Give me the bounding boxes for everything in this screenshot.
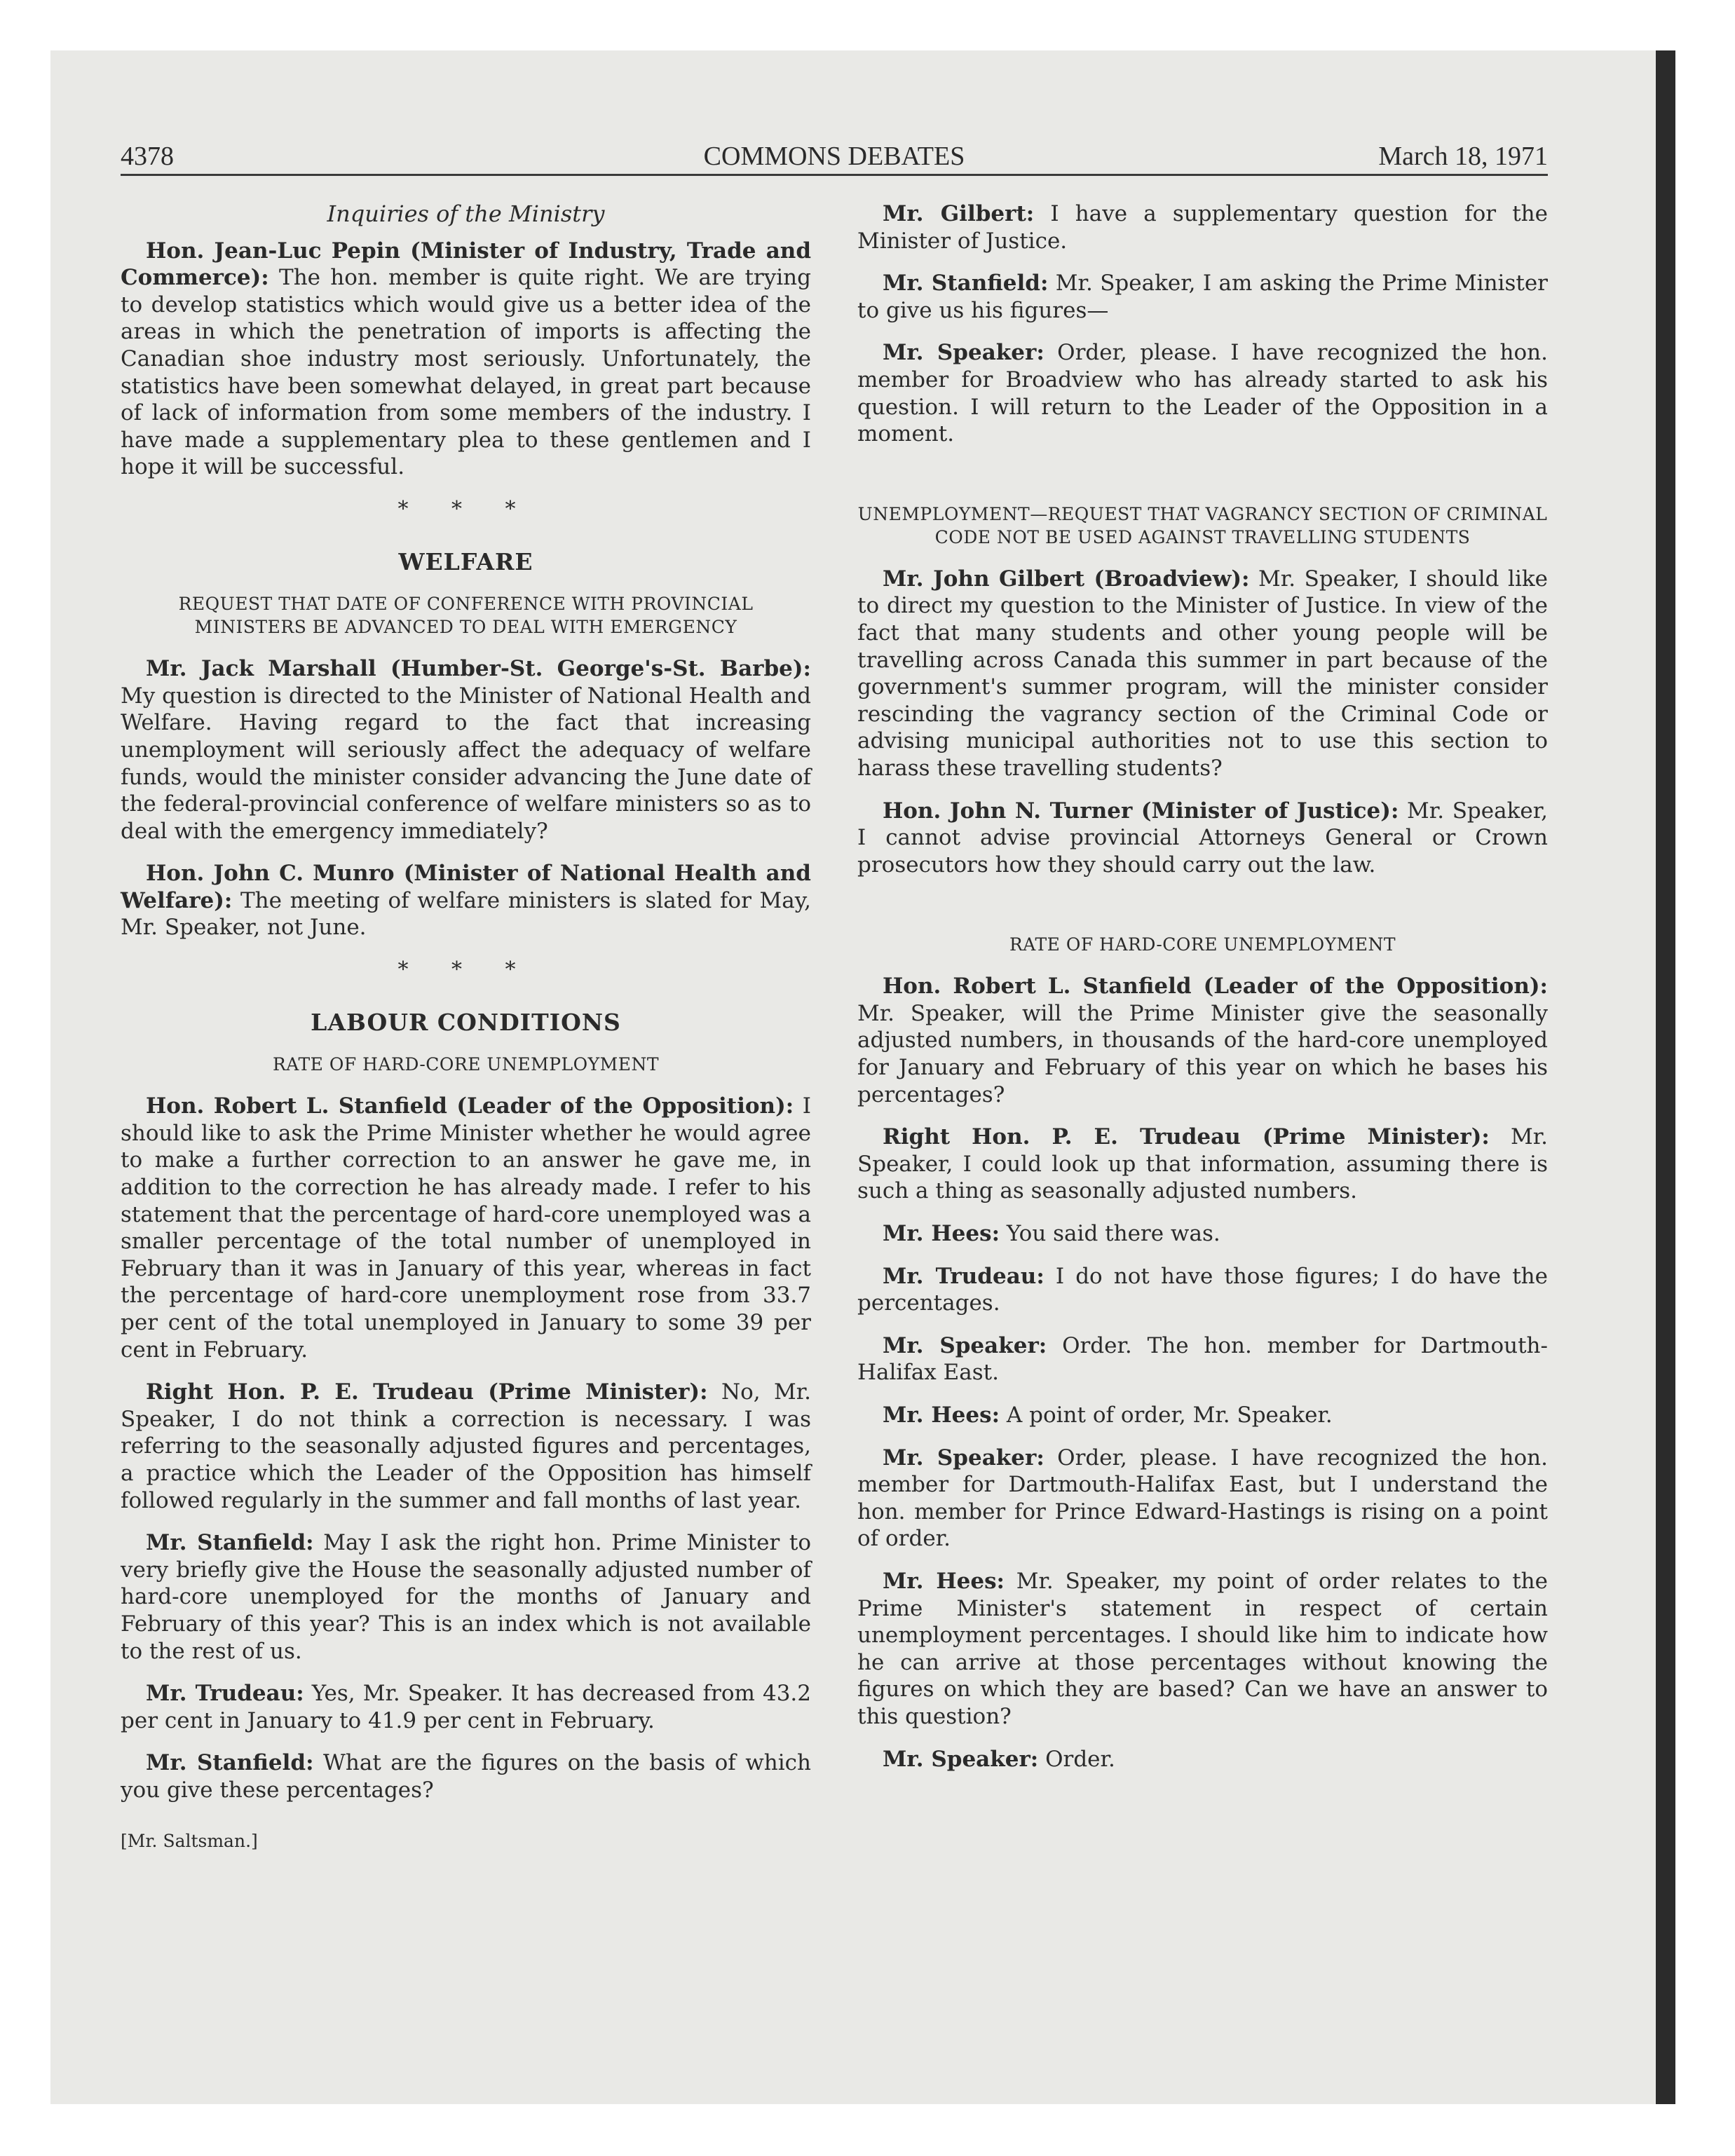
spacer — [857, 894, 1548, 933]
speech-stanfield — [121, 1529, 811, 1665]
speaker-name: Mr. Gilbert: — [883, 201, 1035, 226]
scan-edge-shadow — [1656, 50, 1675, 2104]
speech-hees — [857, 1402, 1548, 1429]
speech-gilbert — [857, 566, 1548, 782]
speech-text: You said there was. — [1006, 1221, 1220, 1247]
speaker-name: Mr. Speaker: — [883, 1332, 1047, 1358]
spacer — [857, 463, 1548, 503]
subheading-welfare-conference: REQUEST THAT DATE OF CONFERENCE WITH PROVINCIAL MINISTERS BE ADVANCED TO DEAL WITH EMERGENCY — [178, 594, 754, 638]
publication-title: COMMONS DEBATES — [703, 142, 965, 171]
speaker-name: Mr. Hees: — [883, 1221, 1000, 1247]
speech-text: Mr. Speaker, I could look up that information, assuming there is such a thing as seasonally adjusted numbers. — [857, 1124, 1548, 1204]
speaker-name: Hon. John N. Turner (Minister of Justice): — [883, 798, 1399, 824]
speech-text: I do not have those figures; I do have the percentages. — [857, 1263, 1548, 1316]
speech-text: What are the figures on the basis of which you give these percentages? — [121, 1750, 811, 1803]
page-number: 4378 — [121, 142, 174, 171]
speech-text: I should like to ask the Prime Minister whether he would agree to make a further correction to an answer he gave me, in addition to the correction he has already made. I refer to his statement that the percentage of hard-core unemployed was a smaller percentage of the total number of unemployed in February than it was in January of this year, whereas in fact the percentage of hard-core unemployment rose from 33.7 per cent of the total unemployed in January to some 39 per cent in February. — [121, 1093, 811, 1363]
speech-text: No, Mr. Speaker, I do not think a correction is necessary. I was referring to the seasonally adjusted figures and percentages, a practice which the Leader of the Opposition has himself followed regularly in the summer and fall months of last year. — [121, 1379, 811, 1513]
speech-marshall — [121, 655, 811, 845]
speech-text: Mr. Speaker, I am asking the Prime Minister to give us his figures— — [857, 271, 1548, 323]
section-separator: * * * — [397, 496, 534, 521]
speech-text: Mr. Speaker, I should like to direct my question to the Minister of Justice. In view of the fact that many students and other young people will be travelling across Canada this summer in part because of the government's summer program, will the minister consider rescinding the vagrancy section of the Criminal Code or advising municipal authorities not to use this section to harass these travelling students? — [857, 566, 1549, 781]
speech-text: Order, please. I have recognized the hon. member for Broadview who has already started to ask his question. I will return to the Leader of the Opposition in a moment. — [857, 340, 1548, 447]
speech-trudeau — [121, 1379, 811, 1514]
speech-trudeau — [857, 1263, 1548, 1317]
speaker-name: Hon. Robert L. Stanfield (Leader of the Opposition): — [883, 974, 1548, 999]
speaker-name: Mr. Speaker: — [883, 1746, 1039, 1772]
speech-turner — [857, 798, 1548, 879]
speech-text: Mr. Speaker, my point of order relates to the Prime Minister's statement in respect of certain unemployment percentages. I should like him to indicate how he can arrive at those percentages without knowing the figures on which they are based? Can we have an answer to this question? — [857, 1568, 1548, 1729]
speaker-name: Mr. Stanfield: — [146, 1750, 314, 1776]
speech-text: Order. The hon. member for Dartmouth-Halifax East. — [857, 1332, 1548, 1386]
speech-speaker — [857, 1746, 1548, 1773]
speech-text: My question is directed to the Minister of National Health and Welfare. Having regard to the fact that increasing unemployment will seriously affect the adequacy of welfare funds, would the minister consider advancing the June date of the federal-provincial conference of welfare ministers so as to deal with the emergency immediately? — [121, 683, 811, 844]
speech-text: Yes, Mr. Speaker. It has decreased from 43.2 per cent in January to 41.9 per cent in February. — [121, 1681, 811, 1733]
speaker-name: Mr. Jack Marshall (Humber-St. George's-St. Barbe): — [146, 656, 811, 682]
speech-trudeau — [121, 1680, 811, 1734]
speaker-name: Mr. Hees: — [883, 1403, 1000, 1428]
speech-pepin — [121, 238, 811, 481]
speech-speaker — [857, 339, 1548, 447]
subheading-hard-core-unemployment: RATE OF HARD-CORE UNEMPLOYMENT — [272, 1054, 660, 1075]
speaker-name: Hon. Robert L. Stanfield (Leader of the Opposition): — [146, 1093, 794, 1119]
speech-speaker — [857, 1445, 1548, 1553]
speech-speaker — [857, 1332, 1548, 1386]
speaker-name: Mr. Hees: — [883, 1568, 1005, 1594]
subheading-vagrancy-section: UNEMPLOYMENT—REQUEST THAT VAGRANCY SECTION OF CRIMINAL CODE NOT BE USED AGAINST TRAVELLING STUDENTS — [857, 503, 1548, 547]
left-column — [121, 200, 811, 1855]
speech-text: The meeting of welfare ministers is slated for May, Mr. Speaker, not June. — [121, 887, 811, 941]
speech-text: May I ask the right hon. Prime Minister to very briefly give the House the seasonally adjusted number of hard-core unemployed for the months of January and February of this year? This is an index which is not available to the rest of us. — [121, 1530, 811, 1664]
speaker-name: Mr. John Gilbert (Broadview): — [883, 566, 1250, 592]
speech-text: Order, please. I have recognized the hon. member for Dartmouth-Halifax East, but I understand the hon. member for Prince Edward-Hastings is rising on a point of order. — [857, 1445, 1548, 1552]
column-footnote: [Mr. Saltsman.] — [121, 1830, 258, 1851]
document-page — [121, 139, 1548, 1975]
speaker-name: Hon. Jean-Luc Pepin (Minister of Industry, Trade and Commerce): — [121, 238, 811, 291]
speaker-name: Mr. Speaker: — [883, 1445, 1045, 1471]
right-column — [857, 200, 1548, 1788]
section-heading-welfare: WELFARE — [398, 547, 533, 575]
running-header — [121, 139, 1548, 176]
speech-text: Mr. Speaker, I cannot advise provincial Attorneys General or Crown prosecutors how they should carry out the law. — [857, 798, 1549, 878]
speaker-name: Right Hon. P. E. Trudeau (Prime Minister): — [883, 1124, 1490, 1150]
speech-hees — [857, 1220, 1548, 1248]
speech-stanfield — [121, 1749, 811, 1803]
speaker-name: Hon. John C. Munro (Minister of National Health and Welfare): — [121, 861, 811, 913]
speaker-name: Mr. Trudeau: — [146, 1681, 304, 1707]
speaker-name: Right Hon. P. E. Trudeau (Prime Minister): — [146, 1379, 708, 1405]
speech-stanfield — [857, 973, 1548, 1108]
speech-stanfield — [857, 270, 1548, 324]
continued-section-heading: Inquiries of the Ministry — [327, 200, 605, 227]
speech-munro — [121, 860, 811, 941]
speech-text: I have a supplementary question for the Minister of Justice. — [857, 201, 1548, 254]
speech-text: The hon. member is quite right. We are trying to develop statistics which would give us a better idea of the areas in which the penetration of imports is affecting the Canadian shoe industry most seriously. Unfortunately, the statistics have been somewhat delayed, in great part because of lack of information from some members of the industry. I have made a supplementary plea to these gentlemen and I hope it will be successful. — [121, 265, 811, 480]
speech-trudeau — [857, 1124, 1548, 1205]
publication-date: March 18, 1971 — [1378, 142, 1548, 171]
speech-hees — [857, 1568, 1548, 1731]
speech-text: Mr. Speaker, will the Prime Minister give the seasonally adjusted numbers, in thousands of the hard-core unemployed for January and February of this year on which he bases his percentages? — [857, 1000, 1548, 1107]
speech-stanfield — [121, 1093, 811, 1363]
section-separator: * * * — [397, 957, 534, 983]
speaker-name: Mr. Stanfield: — [146, 1530, 314, 1556]
subheading-hard-core-unemployment: RATE OF HARD-CORE UNEMPLOYMENT — [1009, 934, 1396, 955]
speaker-name: Mr. Speaker: — [883, 340, 1045, 366]
speech-gilbert — [857, 200, 1548, 254]
speech-text: A point of order, Mr. Speaker. — [1006, 1403, 1333, 1428]
speaker-name: Mr. Stanfield: — [883, 271, 1049, 296]
section-heading-labour: LABOUR CONDITIONS — [311, 1008, 621, 1036]
speaker-name: Mr. Trudeau: — [883, 1263, 1045, 1289]
speech-text: Order. — [1045, 1746, 1115, 1772]
